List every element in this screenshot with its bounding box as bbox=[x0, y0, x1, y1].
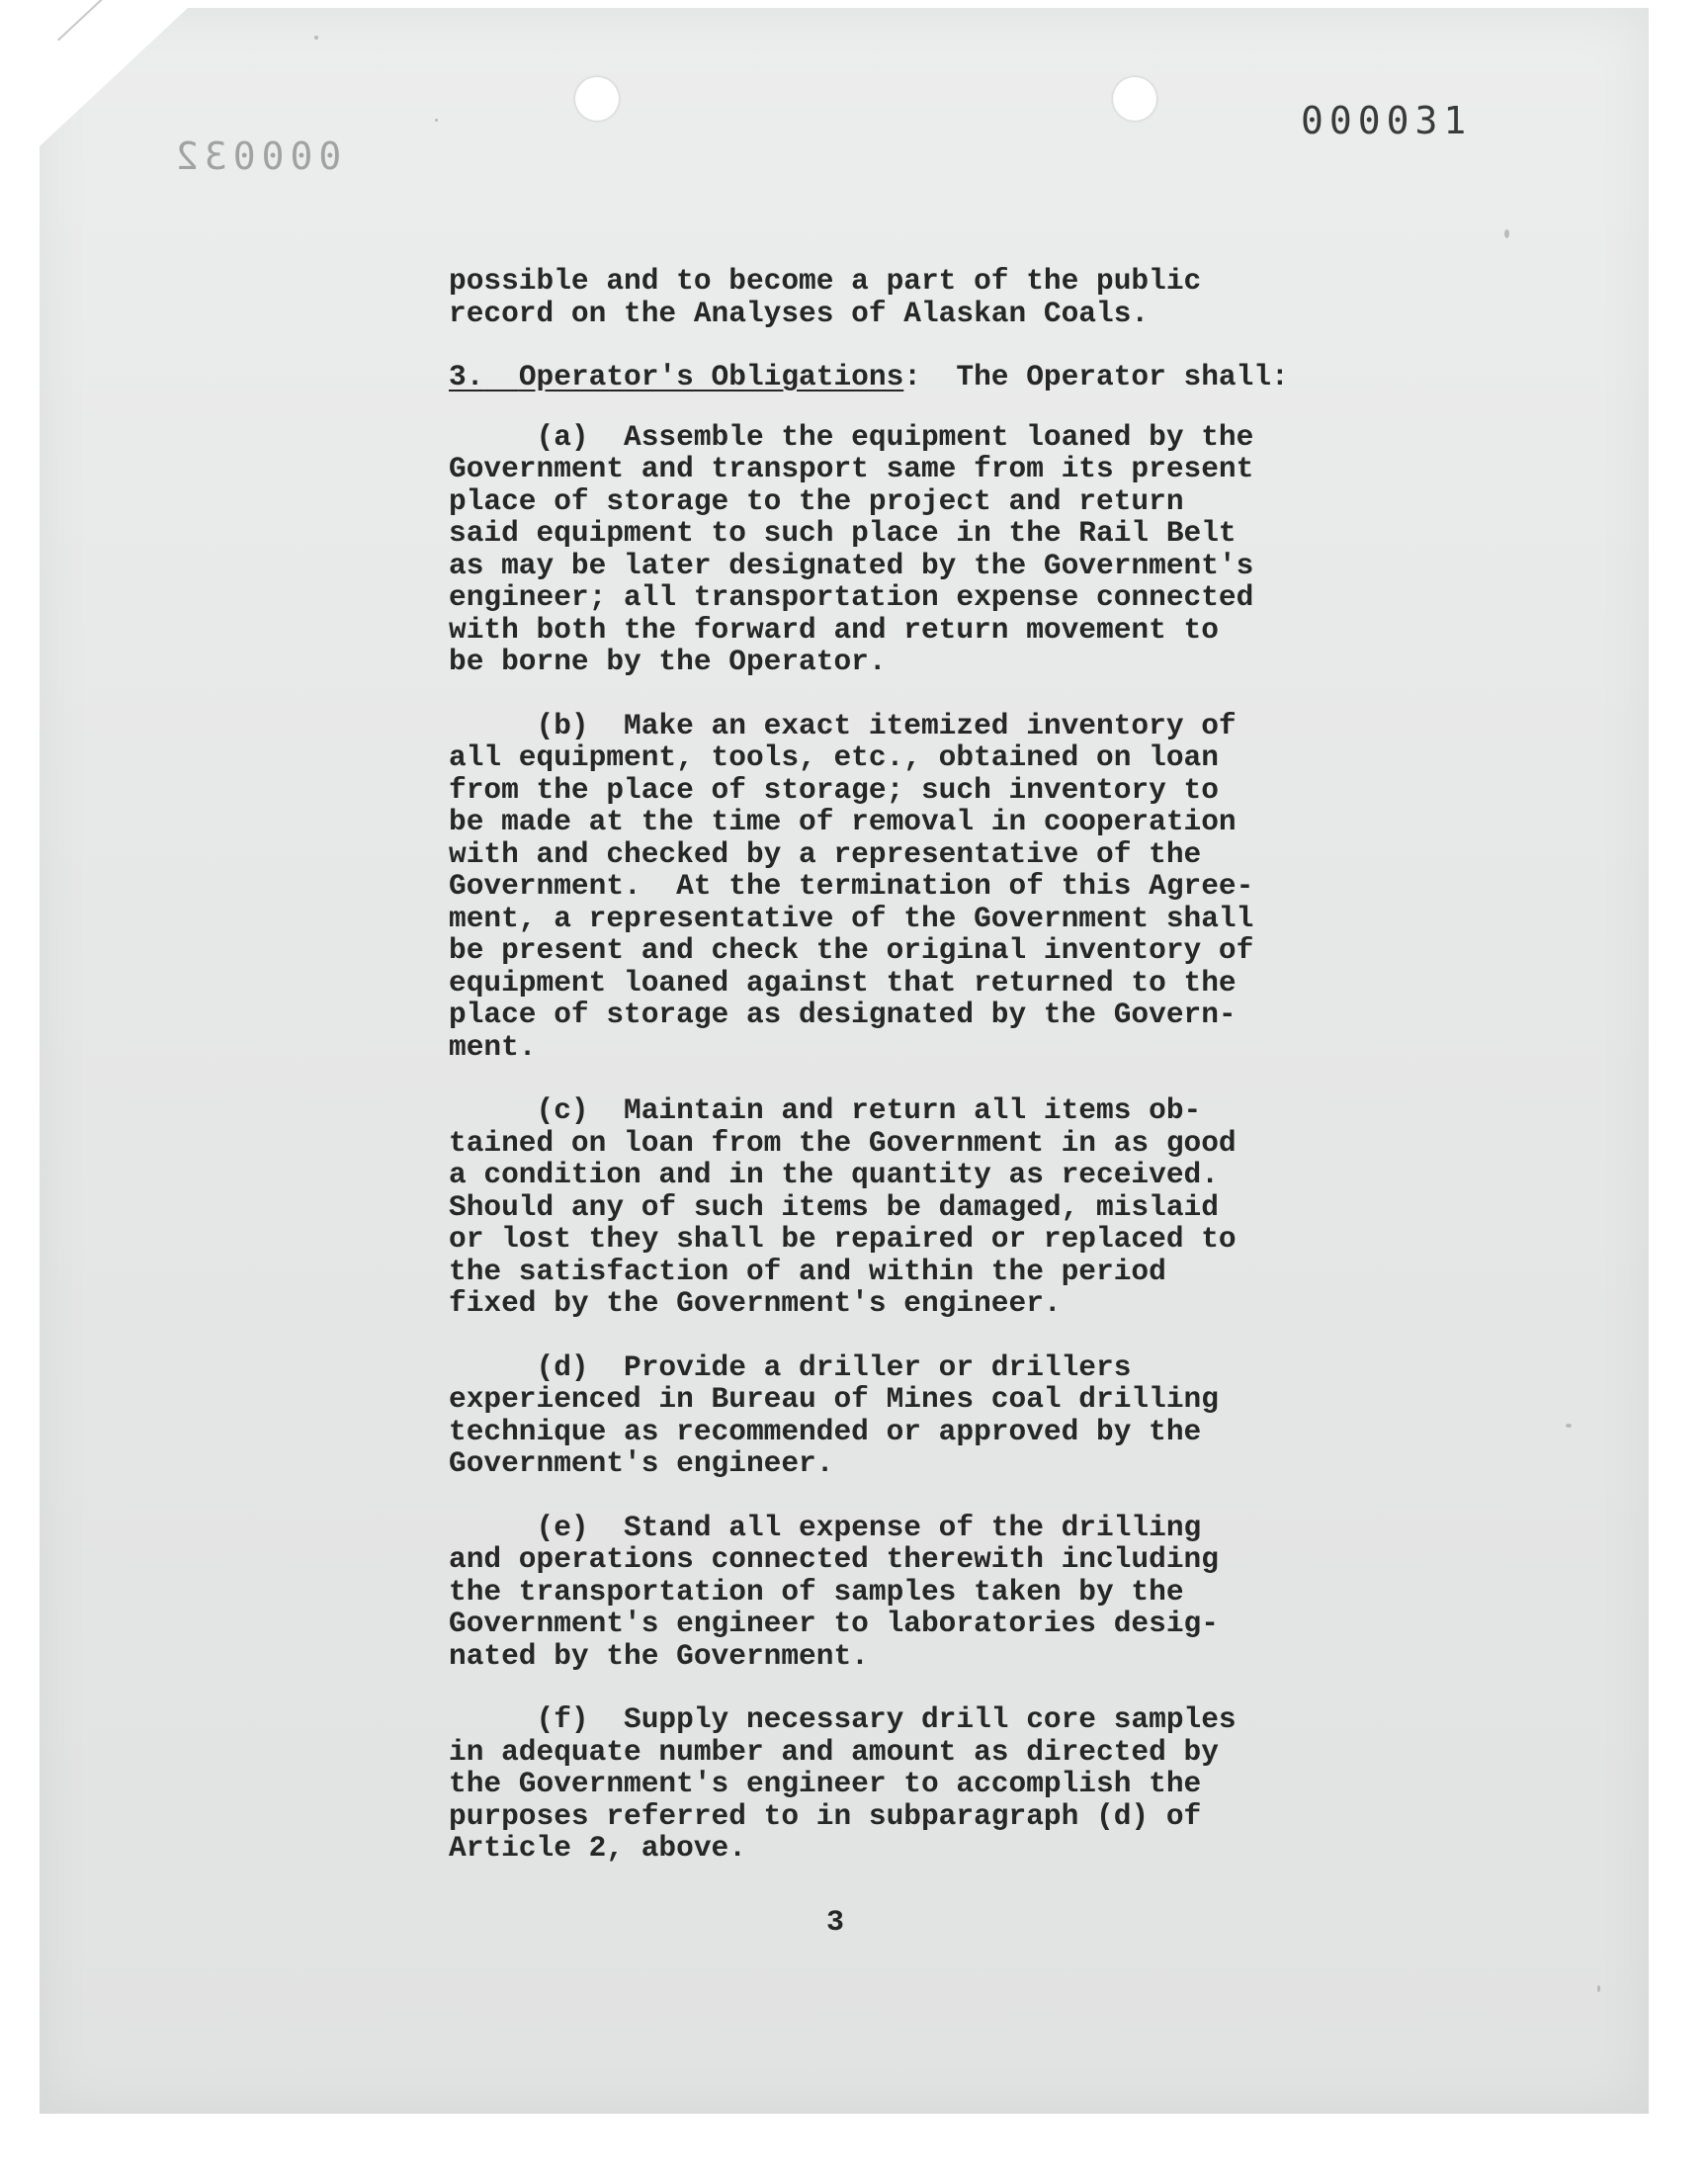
punch-hole-left bbox=[575, 77, 619, 121]
paragraph-c: (c) Maintain and return all items ob- tained on loan from the Government in as good a condition and in the quantity as received. Should any of such items be damaged, mislaid or lost they shall be repaired or replaced to the satisfaction of and within the period fixed by the Government's engineer. bbox=[449, 1093, 1237, 1320]
scan-speck bbox=[1504, 229, 1509, 238]
folded-corner bbox=[40, 8, 188, 146]
section-heading bbox=[449, 361, 1417, 393]
document-body bbox=[449, 265, 1417, 1865]
scan-speck bbox=[314, 36, 318, 40]
scan-speck bbox=[1597, 1985, 1600, 1992]
section-title: Operator's Obligations bbox=[518, 360, 904, 393]
section-number: 3. bbox=[449, 360, 484, 393]
punch-hole-right bbox=[1113, 77, 1156, 121]
bates-stamp: 000031 bbox=[1301, 99, 1473, 142]
paragraph-e: (e) Stand all expense of the drilling and operations connected therewith including the transportation of samples taken by the Government's engineer to laboratories desig- nated by the Government. bbox=[449, 1510, 1219, 1673]
page-number: 3 bbox=[826, 1906, 845, 1940]
paragraph-a: (a) Assemble the equipment loaned by the Government and transport same from its present place of storage to the project and return said equipment to such place in the Rail Belt as may be later designated by the Government's engineer; all transportation expense connected with both the forward and return movement to be borne by the Operator. bbox=[449, 419, 1254, 678]
paragraph-b: (b) Make an exact itemized inventory of all equipment, tools, etc., obtained on loan from the place of storage; such inventory to be made at the time of removal in cooperation with and checked by a representative of the Government. At the termination of this Agree- ment, a representative of the Government shall be present and check the original inventory of equipment loaned against that returned to the place of storage as designated by the Govern- ment. bbox=[449, 708, 1254, 1064]
scan-speck bbox=[1566, 1424, 1572, 1428]
section-heading-rest: : The Operator shall: bbox=[903, 360, 1289, 393]
bates-stamp-bleedthrough: 000032 bbox=[170, 134, 342, 178]
paragraph-d: (d) Provide a driller or drillers experienced in Bureau of Mines coal drilling technique as recommended or approved by the Government's engineer. bbox=[449, 1349, 1219, 1480]
paragraph-f: (f) Supply necessary drill core samples in adequate number and amount as directed by the Government's engineer to accomplish the purposes referred to in subparagraph (d) of Article 2, above. bbox=[449, 1702, 1237, 1865]
intro-paragraph: possible and to become a part of the public record on the Analyses of Alaskan Coals. bbox=[449, 264, 1202, 330]
scan-speck bbox=[435, 119, 438, 122]
section-heading-underlined bbox=[449, 360, 903, 393]
